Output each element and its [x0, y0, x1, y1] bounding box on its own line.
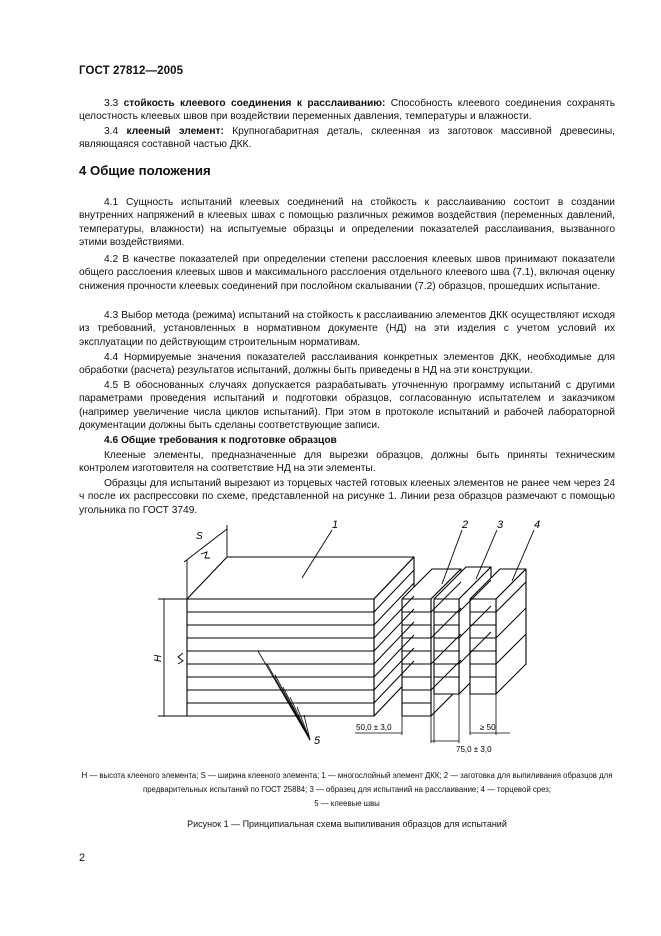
definition-text: Способность клеевого соединения сохранять целостность клеевых швов при воздействии переменных давления, температуры и влажности.	[79, 98, 616, 123]
label-2: 2	[462, 519, 469, 531]
paragraph-4-3: 4.3 Выбор метода (режима) испытаний на стойкость к расслаиванию элементов ДКК осуществляют исходя из требований, установленных в нормативном документе (НД) на эти изделия с учетом условий их эксплуатации по действующим строительным нормативам.	[79, 310, 615, 348]
section-title: 4 Общие положения	[79, 163, 211, 178]
page-number: 2	[79, 852, 86, 864]
paragraph-4-2: 4.2 В качестве показателей при определении степени расслоения клеевых швов принимают показатели общего расслоения клеевых швов и максимального расслоения отдельного клеевого шва (7.1), включая оценку снижения прочности клеевых соединений при послойном скалывании (7.2) образцов, прошедших испытание.	[79, 254, 615, 292]
subsection-title: 4.6 Общие требования к подготовке образцов	[104, 435, 337, 446]
legend-line-2: 5 — клеевые швы	[314, 799, 380, 808]
paragraph-4-6-1: Клееные элементы, предназначенные для вырезки образцов, должны быть приняты техническим контролем изготовителя на соответствие НД на эти элементы.	[79, 450, 615, 475]
label-4: 4	[534, 519, 541, 531]
dimension-75: 75,0 ± 3,0	[456, 745, 492, 754]
paragraph-4-5: 4.5 В обоснованных случаях допускается разрабатывать уточненную программу испытаний с другими параметрами проведения испытаний и подготовки образцов, согласованную испытателем и заказчиком (например увеличение числа циклов испытаний). При этом в протоколе испытаний и рабочей лабораторной документации должны быть сделаны соответствующие записи.	[79, 380, 615, 432]
element-front-face	[187, 599, 374, 716]
end-cut-4-front	[470, 599, 496, 694]
definition-term: клееный элемент:	[126, 126, 224, 137]
figure-legend	[79, 769, 615, 811]
definition-3-3	[79, 97, 615, 124]
definition-3-4	[79, 125, 615, 152]
label-3: 3	[497, 519, 504, 531]
figure-caption: Рисунок 1 — Принципиальная схема выпиливания образцов для испытаний	[187, 819, 507, 829]
legend-line-1: H — высота клееного элемента; S — ширина клееного элемента; 1 — многослойный элемент ДКК; 2 — заготовка для выпиливания образцов для предварительных испытаний по ГОСТ 25884; 3 — образец для испытаний на расслаивание; 4 — торцевой срез;	[81, 771, 613, 794]
label-h: H	[153, 654, 164, 662]
paragraph-4-1: 4.1 Сущность испытаний клеевых соединений на стойкость к расслаиванию состоит в создании внутренних напряжений в клеевых швах с помощью различных режимов воздействия (переменных давлений, температуры, влажности) на испытуемые образцы и определении показателей расслаивания, вызванного этими воздействиями.	[79, 197, 615, 249]
dimension-min-50: ≥ 50	[480, 723, 496, 732]
page-header: ГОСТ 27812—2005	[79, 65, 184, 77]
cutting-scheme-diagram	[150, 517, 550, 760]
definition-number: 3.4	[104, 126, 119, 137]
paragraph-4-4: 4.4 Нормируемые значения показателей расслаивания конкретных элементов ДКК, необходимые для обработки (расчета) результатов испытаний, должны быть приведены в НД на эти конструкции.	[79, 352, 615, 377]
paragraph-4-6-2: Образцы для испытаний вырезают из торцевых частей готовых клееных элементов не ранее чем через 24 ч после их распрессовки по схеме, представленной на рисунке 1. Линии реза образцов размечают с помощью угольника по ГОСТ 3749.	[79, 478, 615, 516]
definition-number: 3.3	[104, 98, 119, 109]
label-s: S	[196, 531, 203, 542]
definition-term: стойкость клеевого соединения к расслаиванию:	[123, 98, 386, 109]
label-5: 5	[314, 735, 321, 747]
label-1: 1	[332, 519, 339, 531]
figure-1	[150, 517, 550, 760]
definition-text: Крупногабаритная деталь, склеенная из заготовок массивной древесины, являющаяся составной частью ДКК.	[79, 126, 615, 151]
dimension-50: 50,0 ± 3,0	[356, 723, 392, 732]
